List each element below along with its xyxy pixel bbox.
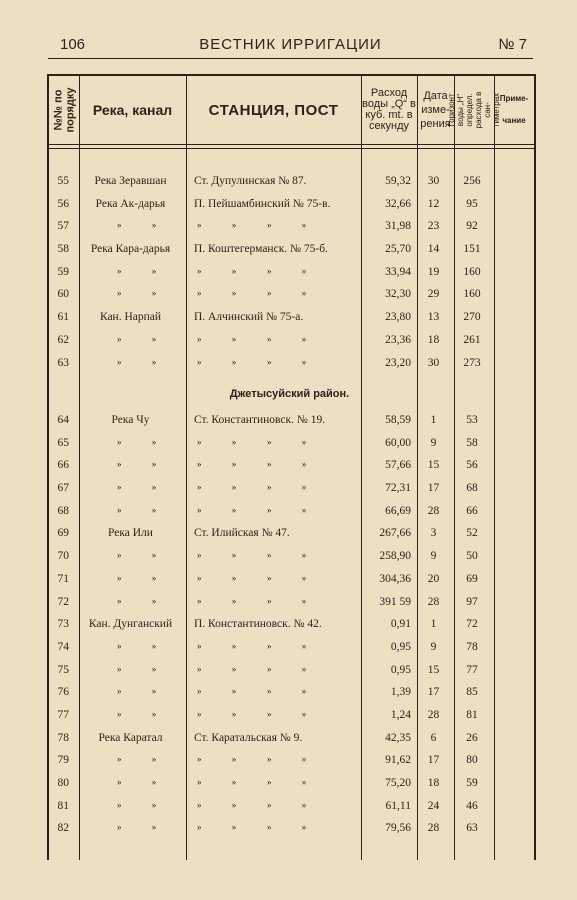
table-row [47,638,532,661]
ditto-mark: » » [117,799,171,810]
table-row [47,706,532,729]
ditto-mark: » » [267,822,321,833]
row-flow: 0,95 [390,663,411,676]
row-flow: 79,56 [385,822,411,835]
row-number: 79 [57,754,69,767]
row-number: 57 [57,220,69,233]
table-row [47,797,532,820]
row-level: 261 [463,333,481,346]
row-date: 30 [427,356,440,369]
ditto-mark: » » [267,595,321,606]
district-heading: Джетысуйский район. [229,388,350,400]
table-row [47,456,532,479]
ditto-mark: » » [117,220,171,231]
ditto-mark: » » [267,686,321,697]
row-level: 85 [466,686,478,699]
ditto-mark: » » [267,356,321,367]
row-number: 76 [57,686,69,699]
ditto-mark: » » [197,708,251,719]
row-level: 26 [466,731,478,744]
row-flow: 33,94 [385,265,411,278]
row-flow: 1,39 [390,686,411,699]
table-row [47,354,532,377]
ditto-mark: » » [117,572,171,583]
column-header-river: Река, канал [92,102,173,118]
ditto-mark: » » [197,640,251,651]
ditto-mark: » » [117,595,171,606]
row-date: 6 [430,731,437,744]
row-station: Ст. Илийская № 47. [194,527,290,540]
column-header-notes: Приме- чание [499,94,529,125]
row-flow: 59,32 [385,175,411,187]
column-header-date: Дата изме- рения [420,90,451,130]
table-row [47,411,532,434]
table-row [47,195,532,218]
row-flow: 32,66 [385,197,411,210]
row-date: 13 [427,311,440,324]
ditto-mark: » » [197,504,251,515]
row-date: 12 [427,197,440,210]
row-date: 3 [430,527,437,540]
row-station: П. Алчинский № 75-а. [194,311,304,324]
row-date: 17 [427,686,440,699]
column-header-no: №№ по порядку [52,87,76,133]
table-row [47,308,532,331]
ditto-mark: » » [197,595,251,606]
row-level: 59 [466,777,478,789]
row-date: 28 [427,822,440,835]
table-row [47,479,532,502]
row-level: 68 [466,482,478,495]
row-level: 46 [466,799,478,812]
row-date: 9 [430,640,437,653]
row-number: 82 [57,822,69,835]
row-date: 19 [427,265,440,278]
row-station: Ст. Дупулинская № 87. [194,175,307,187]
row-level: 77 [466,663,478,676]
row-number: 77 [57,708,69,721]
row-station: П. Пейшамбинский № 75-в. [194,197,331,210]
ditto-mark: » » [267,333,321,344]
ditto-mark: » » [267,265,321,276]
ditto-mark: » » [197,663,251,674]
row-level: 80 [466,754,478,767]
ditto-mark: » » [117,356,171,367]
row-number: 58 [57,243,69,256]
row-level: 92 [466,220,478,233]
table-row [47,615,532,638]
row-number: 78 [57,731,69,744]
row-level: 56 [466,459,478,472]
row-number: 70 [57,550,69,563]
row-river: Река Каратал [98,731,163,744]
row-flow: 304,36 [379,572,411,585]
row-date: 15 [427,663,440,676]
row-flow: 61,11 [385,799,411,812]
row-number: 68 [57,504,69,517]
row-flow: 391 59 [379,595,411,608]
journal-title: ВЕСТНИК ИРРИГАЦИИ [199,36,382,53]
table-row [47,240,532,263]
row-number: 80 [57,777,69,789]
row-station: Ст. Каратальская № 9. [194,731,303,744]
column-header-level: Горизонт воды „Н“ определ. расхода в сан- тиметрах [447,91,501,129]
ditto-mark: » » [197,572,251,583]
row-flow: 58,59 [385,414,411,426]
row-date: 17 [427,754,440,767]
row-flow: 23,20 [385,356,411,369]
table-row [47,570,532,593]
row-level: 50 [466,550,478,563]
ditto-mark: » » [117,482,171,493]
row-flow: 91,62 [385,754,411,767]
row-level: 81 [466,708,478,721]
row-number: 55 [57,175,69,187]
ditto-mark: » » [197,686,251,697]
row-number: 67 [57,482,69,495]
ditto-mark: » » [267,663,321,674]
table-row [47,683,532,706]
row-level: 256 [463,175,481,187]
row-date: 15 [427,459,440,472]
table-row [47,285,532,308]
row-flow: 42,35 [385,731,411,744]
table-row [47,774,532,797]
header-divider [49,148,534,149]
ditto-mark: » » [117,436,171,447]
ditto-mark: » » [117,754,171,765]
row-level: 97 [466,595,478,608]
table-row [47,547,532,570]
ditto-mark: » » [197,220,251,231]
row-number: 64 [57,414,69,426]
row-level: 151 [463,243,481,256]
row-station: П. Константиновск. № 42. [194,618,322,631]
row-station: П. Коштегерманск. № 75-б. [194,243,328,256]
table-row [47,751,532,774]
ditto-mark: » » [267,754,321,765]
row-flow: 267,66 [379,527,411,540]
row-number: 75 [57,663,69,676]
table-body-group-2 [47,411,532,842]
row-river: Река Ак-дарья [95,197,166,210]
table-row [47,331,532,354]
page-number: 106 [60,36,86,53]
ditto-mark: » » [117,708,171,719]
row-level: 273 [463,356,481,369]
ditto-mark: » » [117,777,171,787]
row-flow: 60,00 [385,436,411,449]
row-flow: 32,30 [385,288,411,301]
row-level: 72 [466,618,478,631]
row-date: 28 [427,595,440,608]
row-flow: 57,66 [385,459,411,472]
row-level: 63 [466,822,478,835]
row-date: 9 [430,436,437,449]
row-date: 9 [430,550,437,563]
ditto-mark: » » [117,822,171,833]
ditto-mark: » » [117,550,171,561]
ditto-mark: » » [267,288,321,299]
row-date: 17 [427,482,440,495]
row-level: 52 [466,527,478,540]
row-river: Река Кара-дарья [90,243,171,256]
table-body-group-1 [47,172,532,376]
ditto-mark: » » [117,640,171,651]
row-flow: 258,90 [379,550,411,563]
row-level: 58 [466,436,478,449]
ditto-mark: » » [197,288,251,299]
row-date: 1 [430,618,437,631]
ditto-mark: » » [267,436,321,447]
table-row [47,434,532,457]
row-river: Река Или [108,527,153,540]
ditto-mark: » » [267,708,321,719]
row-date: 18 [427,777,440,789]
ditto-mark: » » [267,459,321,470]
ditto-mark: » » [267,504,321,515]
table-row [47,217,532,240]
ditto-mark: » » [197,333,251,344]
ditto-mark: » » [197,550,251,561]
table-row [47,263,532,286]
ditto-mark: » » [117,265,171,276]
row-level: 160 [463,265,481,278]
row-level: 66 [466,504,478,517]
issue-number: № 7 [498,36,527,53]
row-flow: 66,69 [385,504,411,517]
ditto-mark: » » [117,459,171,470]
ditto-mark: » » [267,550,321,561]
row-flow: 72,31 [385,482,411,495]
row-river: Река Чу [111,414,150,426]
table-row [47,593,532,616]
ditto-mark: » » [267,799,321,810]
ditto-mark: » » [267,482,321,493]
row-level: 78 [466,640,478,653]
table-row [47,172,532,195]
row-flow: 23,80 [385,311,411,324]
row-level: 160 [463,288,481,301]
table-row [47,729,532,752]
ditto-mark: » » [197,777,251,787]
ditto-mark: » » [197,754,251,765]
row-number: 59 [57,265,69,278]
ditto-mark: » » [197,459,251,470]
row-date: 29 [427,288,440,301]
row-number: 56 [57,197,69,210]
row-level: 95 [466,197,478,210]
table-row [47,661,532,684]
row-flow: 75,20 [385,777,411,789]
row-flow: 1,24 [390,708,411,721]
row-number: 66 [57,459,69,472]
row-level: 69 [466,572,478,585]
row-date: 30 [427,175,440,187]
table-row [47,819,532,842]
row-level: 270 [463,311,481,324]
ditto-mark: » » [197,356,251,367]
row-number: 72 [57,595,69,608]
row-river: Кан. Дунганский [88,618,173,631]
ditto-mark: » » [267,777,321,787]
ditto-mark: » » [197,436,251,447]
row-number: 65 [57,436,69,449]
row-flow: 0,95 [390,640,411,653]
row-number: 62 [57,333,69,346]
row-number: 60 [57,288,69,301]
ditto-mark: » » [267,640,321,651]
row-date: 24 [427,799,440,812]
row-flow: 0,91 [390,618,411,631]
row-number: 69 [57,527,69,540]
header-divider [49,144,534,145]
row-river: Река Зеравшан [94,175,167,187]
row-date: 28 [427,504,440,517]
row-number: 74 [57,640,69,653]
row-river: Кан. Нарпай [99,311,162,324]
ditto-mark: » » [267,572,321,583]
row-flow: 23,36 [385,333,411,346]
row-date: 1 [430,414,437,426]
table-row [47,502,532,525]
row-date: 20 [427,572,440,585]
row-number: 71 [57,572,69,585]
ditto-mark: » » [197,265,251,276]
row-flow: 25,70 [385,243,411,256]
ditto-mark: » » [117,288,171,299]
ditto-mark: » » [117,663,171,674]
row-date: 28 [427,708,440,721]
ditto-mark: » » [117,686,171,697]
table-row [47,524,532,547]
row-station: Ст. Константиновск. № 19. [194,414,326,426]
row-flow: 31,98 [385,220,411,233]
column-header-station: СТАНЦИЯ, ПОСТ [208,101,339,119]
row-number: 73 [57,618,69,631]
ditto-mark: » » [117,333,171,344]
column-header-flow: Расход воды „Q“ в куб. mt. в секунду [362,87,416,132]
ditto-mark: » » [197,822,251,833]
ditto-mark: » » [267,220,321,231]
row-date: 18 [427,333,440,346]
row-number: 63 [57,356,69,369]
row-number: 81 [57,799,69,812]
row-level: 53 [466,414,478,426]
ditto-mark: » » [117,504,171,515]
ditto-mark: » » [197,482,251,493]
ditto-mark: » » [197,799,251,810]
page-header [48,34,533,59]
row-date: 23 [427,220,440,233]
row-number: 61 [57,311,69,324]
row-date: 14 [427,243,440,256]
